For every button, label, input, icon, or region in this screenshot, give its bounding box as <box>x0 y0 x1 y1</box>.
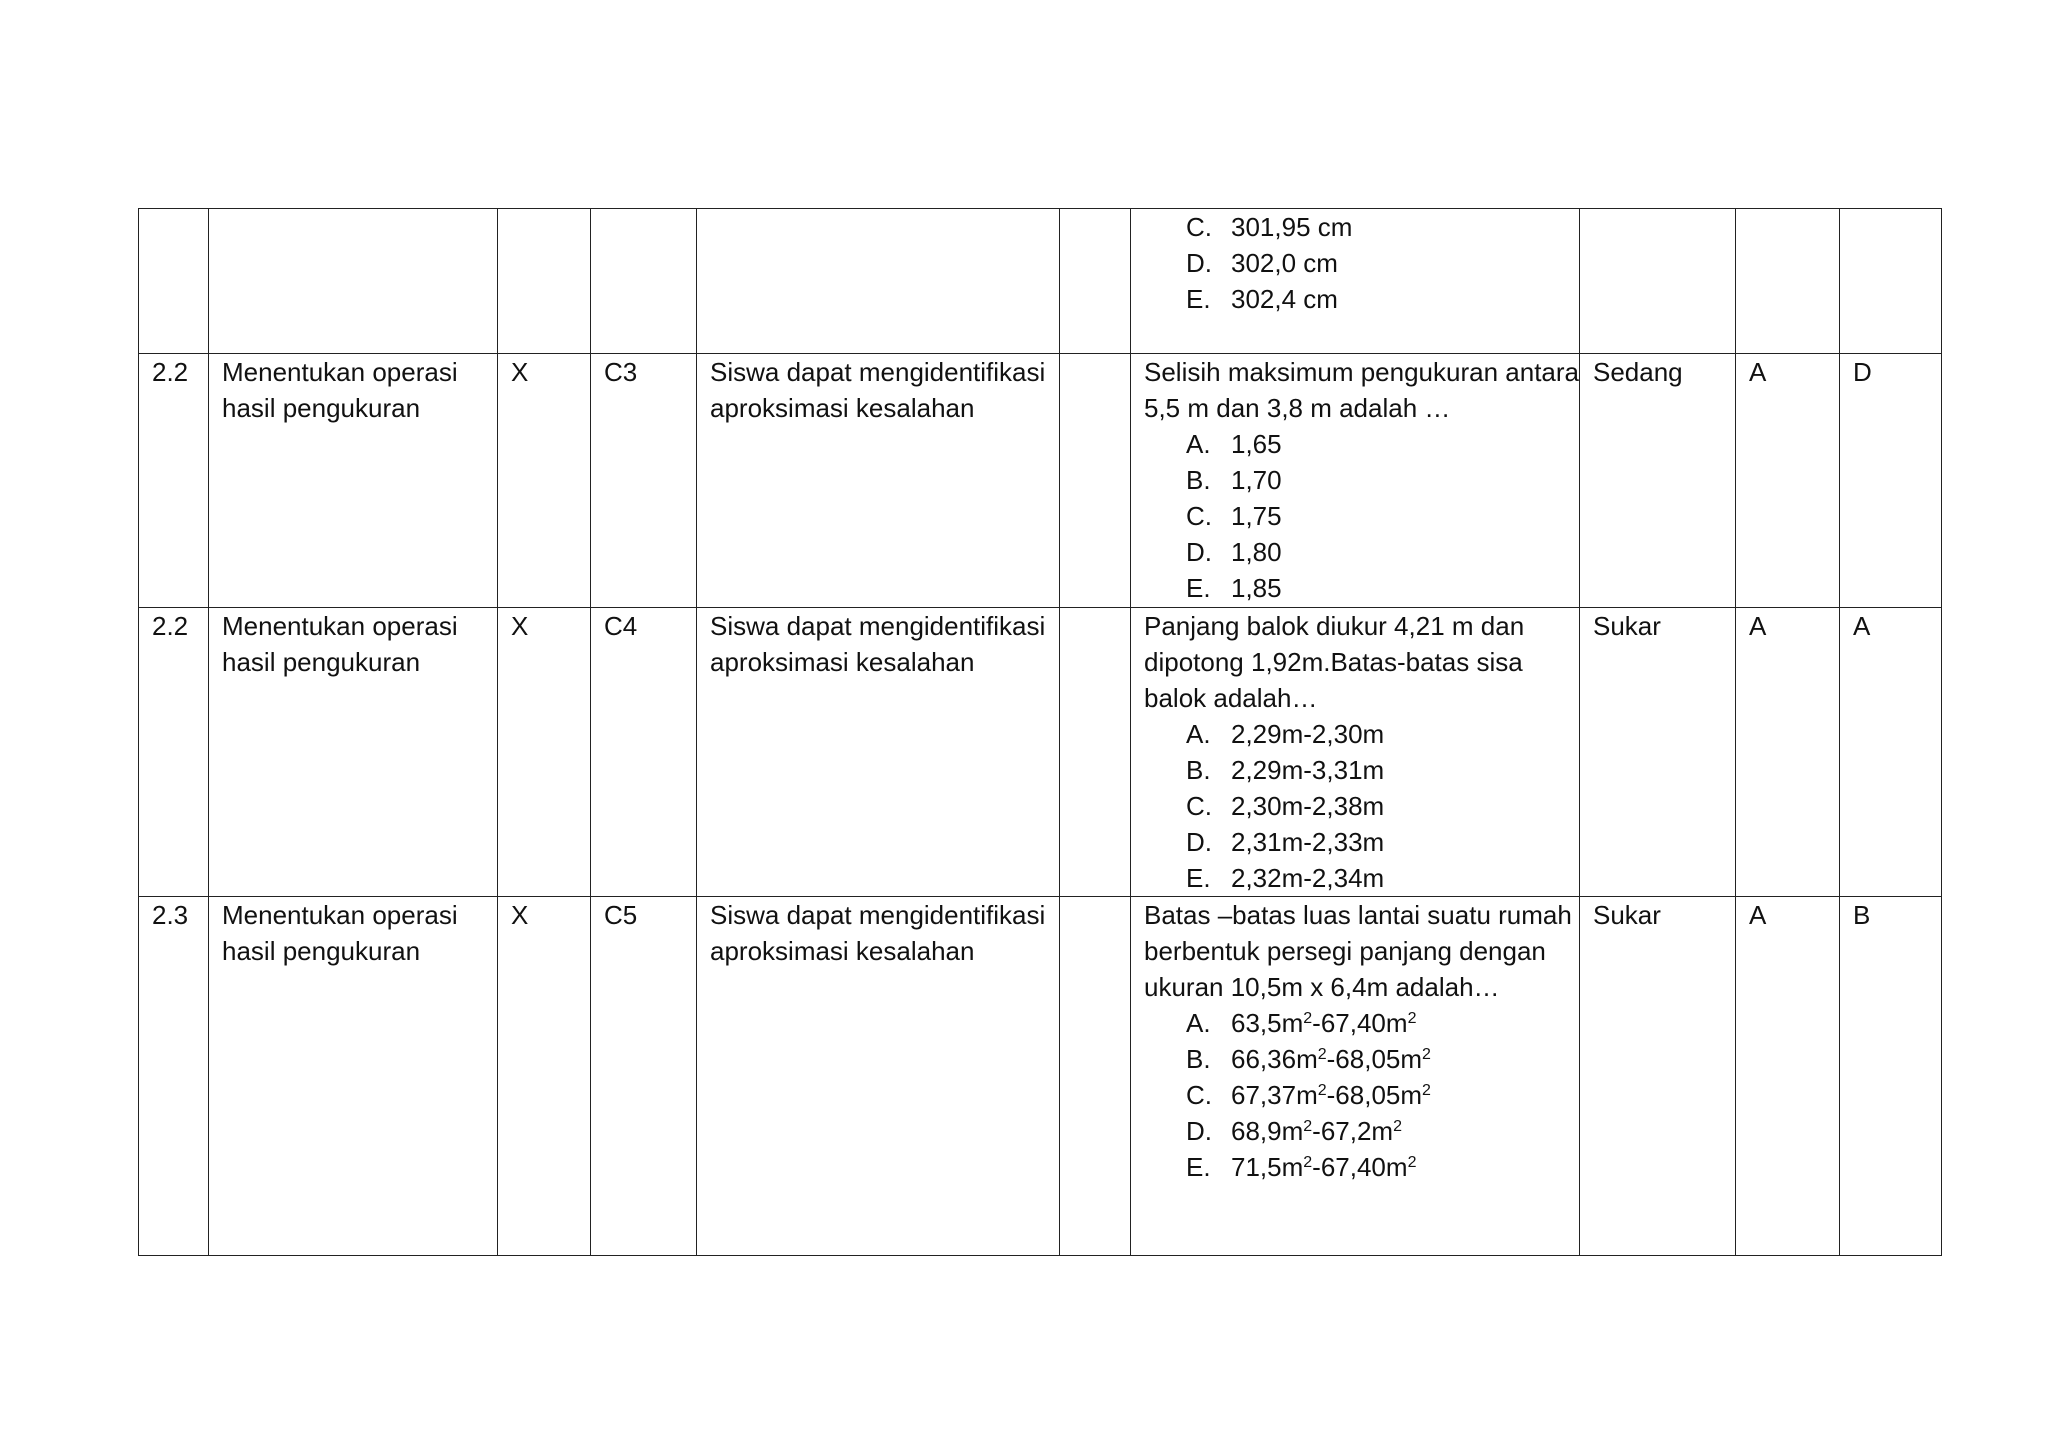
blank-cell <box>1060 354 1131 608</box>
option-letter: D. <box>1186 1116 1212 1146</box>
question-cell <box>1131 209 1580 354</box>
option-item <box>1186 1041 1579 1077</box>
indikator-cell: Siswa dapat mengidentifikasi aproksimasi kesalahan <box>697 608 1060 897</box>
question-stem: Batas –batas luas lantai suatu rumah berbentuk persegi panjang dengan ukuran 10,5m x 6,4m adalah… <box>1144 900 1572 1002</box>
bentuk-cell <box>1736 209 1840 354</box>
materi-cell: Menentukan operasi hasil pengukuran <box>209 897 498 1256</box>
no-cell: 2.2 <box>139 354 209 608</box>
table-row <box>139 209 1942 354</box>
bentuk-cell: A <box>1736 897 1840 1256</box>
option-letter: B. <box>1186 1044 1211 1074</box>
option-item <box>1186 860 1579 896</box>
option-item <box>1186 716 1579 752</box>
option-item <box>1186 1149 1579 1185</box>
indikator-cell <box>697 209 1060 354</box>
table-row <box>139 897 1942 1256</box>
option-text: 1,85 <box>1231 573 1282 603</box>
tingkat-cell: Sukar <box>1580 608 1736 897</box>
option-letter: D. <box>1186 827 1212 857</box>
option-text: 2,32m-2,34m <box>1231 863 1385 893</box>
kunci-cell <box>1840 209 1942 354</box>
option-text: 2,30m-2,38m <box>1231 791 1385 821</box>
option-text: $63,5m^2-67,40m^2$ <box>1231 1008 1417 1038</box>
no-cell: 2.2 <box>139 608 209 897</box>
option-list <box>1144 209 1579 317</box>
bentuk-cell: A <box>1736 608 1840 897</box>
tingkat-cell: Sedang <box>1580 354 1736 608</box>
option-item <box>1186 281 1579 317</box>
option-list <box>1144 426 1579 606</box>
option-letter: A. <box>1186 429 1211 459</box>
option-text: 302,4 cm <box>1231 284 1338 314</box>
question-cell <box>1131 354 1580 608</box>
level-cell <box>591 209 697 354</box>
option-letter: A. <box>1186 1008 1211 1038</box>
question-stem: Panjang balok diukur 4,21 m dan dipotong 1,92m.Batas-batas sisa balok adalah… <box>1144 611 1525 713</box>
option-letter: D. <box>1186 248 1212 278</box>
table-row <box>139 354 1942 608</box>
option-letter: E. <box>1186 863 1211 893</box>
option-item <box>1186 752 1579 788</box>
option-item <box>1186 534 1579 570</box>
no-cell <box>139 209 209 354</box>
level-cell: C4 <box>591 608 697 897</box>
blank-cell <box>1060 209 1131 354</box>
materi-cell <box>209 209 498 354</box>
kelas-cell: X <box>498 608 591 897</box>
option-item <box>1186 1077 1579 1113</box>
option-item <box>1186 462 1579 498</box>
question-cell <box>1131 608 1580 897</box>
option-item <box>1186 824 1579 860</box>
indikator-cell: Siswa dapat mengidentifikasi aproksimasi kesalahan <box>697 354 1060 608</box>
option-list <box>1144 716 1579 896</box>
question-cell <box>1131 897 1580 1256</box>
option-text: 1,70 <box>1231 465 1282 495</box>
option-letter: C. <box>1186 501 1212 531</box>
question-stem: Selisih maksimum pengukuran antara 5,5 m dan 3,8 m adalah … <box>1144 357 1579 423</box>
question-grid-table <box>138 208 1942 1256</box>
option-text: $67,37m^2-68,05m^2$ <box>1231 1080 1431 1110</box>
materi-cell: Menentukan operasi hasil pengukuran <box>209 354 498 608</box>
blank-cell <box>1060 897 1131 1256</box>
level-cell: C5 <box>591 897 697 1256</box>
option-text: 301,95 cm <box>1231 212 1353 242</box>
kunci-cell: A <box>1840 608 1942 897</box>
option-text: 2,29m-3,31m <box>1231 755 1385 785</box>
materi-cell: Menentukan operasi hasil pengukuran <box>209 608 498 897</box>
option-letter: B. <box>1186 465 1211 495</box>
kelas-cell: X <box>498 897 591 1256</box>
kelas-cell: X <box>498 354 591 608</box>
option-text: 2,31m-2,33m <box>1231 827 1385 857</box>
option-text: 1,80 <box>1231 537 1282 567</box>
option-letter: B. <box>1186 755 1211 785</box>
option-list <box>1144 1005 1579 1185</box>
bentuk-cell: A <box>1736 354 1840 608</box>
option-item <box>1186 1005 1579 1041</box>
option-text: 1,75 <box>1231 501 1282 531</box>
option-item <box>1186 426 1579 462</box>
option-letter: A. <box>1186 719 1211 749</box>
option-item <box>1186 498 1579 534</box>
option-item <box>1186 788 1579 824</box>
kunci-cell: D <box>1840 354 1942 608</box>
table-row <box>139 608 1942 897</box>
option-text: $68,9m^2-67,2m^2$ <box>1231 1116 1402 1146</box>
option-text: 2,29m-2,30m <box>1231 719 1385 749</box>
tingkat-cell <box>1580 209 1736 354</box>
option-letter: D. <box>1186 537 1212 567</box>
option-item <box>1186 245 1579 281</box>
kunci-cell: B <box>1840 897 1942 1256</box>
option-letter: E. <box>1186 573 1211 603</box>
kelas-cell <box>498 209 591 354</box>
blank-cell <box>1060 608 1131 897</box>
indikator-cell: Siswa dapat mengidentifikasi aproksimasi kesalahan <box>697 897 1060 1256</box>
option-item <box>1186 570 1579 606</box>
level-cell: C3 <box>591 354 697 608</box>
option-letter: E. <box>1186 284 1211 314</box>
option-item <box>1186 209 1579 245</box>
option-item <box>1186 1113 1579 1149</box>
option-text: 302,0 cm <box>1231 248 1338 278</box>
option-text: $66,36m^2-68,05m^2$ <box>1231 1044 1431 1074</box>
option-letter: C. <box>1186 212 1212 242</box>
option-text: 1,65 <box>1231 429 1282 459</box>
no-cell: 2.3 <box>139 897 209 1256</box>
option-letter: E. <box>1186 1152 1211 1182</box>
option-text: $71,5m^2-67,40m^2$ <box>1231 1152 1417 1182</box>
option-letter: C. <box>1186 1080 1212 1110</box>
tingkat-cell: Sukar <box>1580 897 1736 1256</box>
option-letter: C. <box>1186 791 1212 821</box>
